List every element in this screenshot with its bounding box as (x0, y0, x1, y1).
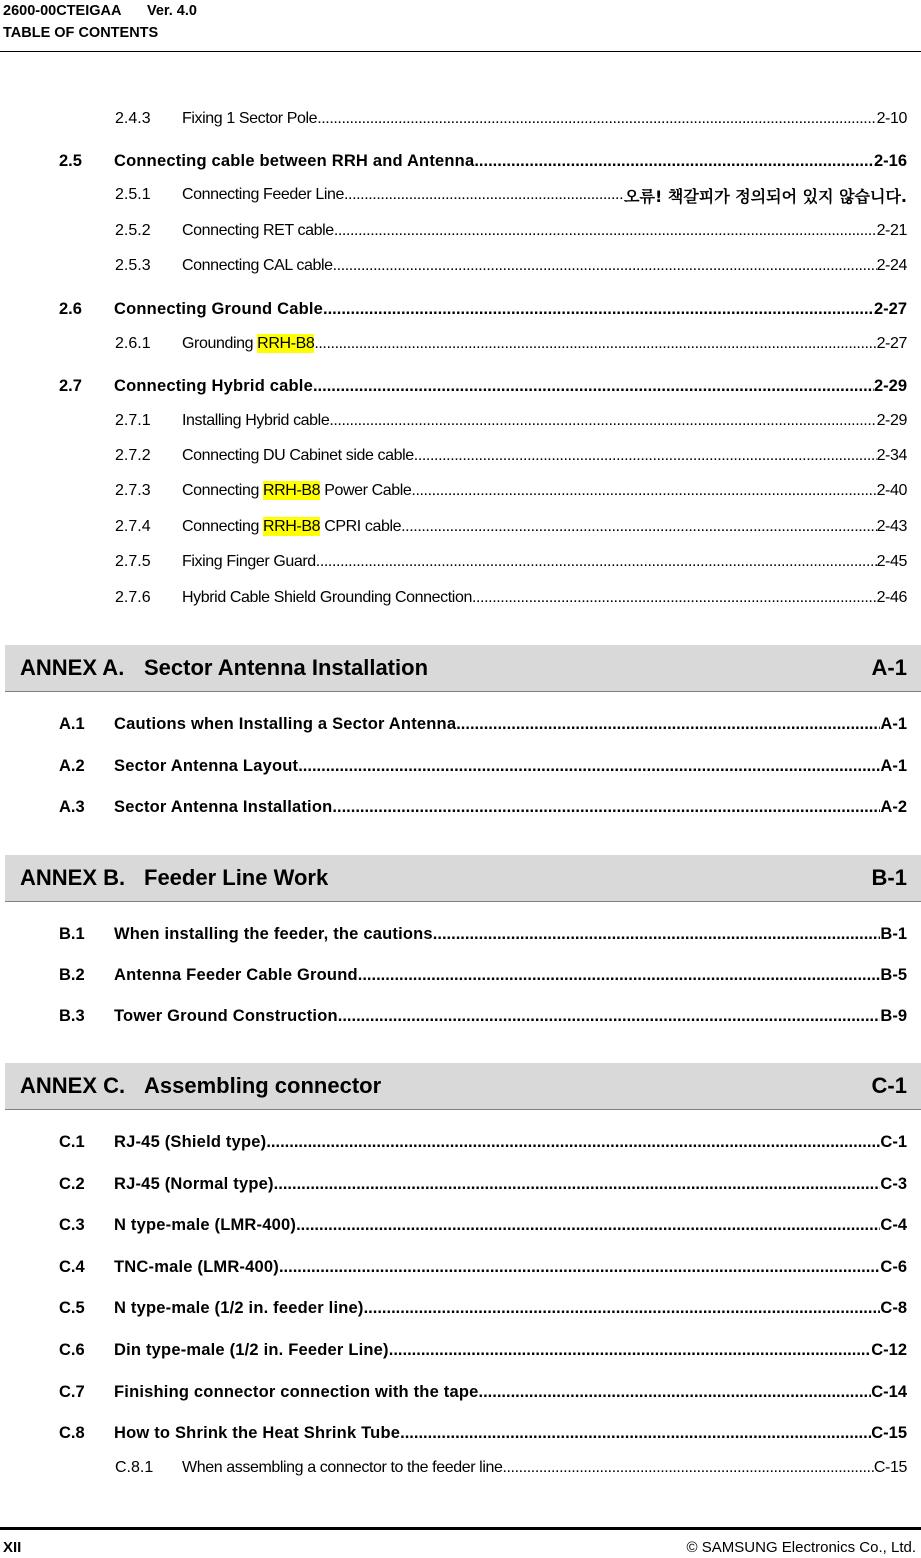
toc-number: A.2 (59, 756, 85, 775)
toc-title: Din type-male (1/2 in. Feeder Line) (114, 1340, 389, 1359)
toc-title: RJ-45 (Shield type) (114, 1132, 267, 1151)
toc-title: Fixing 1 Sector Pole (182, 110, 318, 127)
header-divider (0, 51, 921, 52)
toc-page: 2-24 (876, 257, 907, 274)
toc-leader (338, 1007, 881, 1026)
highlighted-term: RRH-B8 (263, 518, 321, 535)
toc-leader (313, 377, 874, 396)
toc-entry-2-4-3[interactable] (115, 106, 907, 132)
toc-leader (364, 1299, 881, 1318)
toc-page: 2-46 (876, 589, 907, 606)
toc-title: Hybrid Cable Shield Grounding Connection (182, 589, 472, 606)
toc-page: A-1 (880, 756, 907, 775)
annex-title: Assembling connector (144, 1073, 382, 1098)
toc-number: C.8.1 (115, 1459, 154, 1476)
annex-label: ANNEX A. (20, 655, 125, 680)
toc-page: C-1 (880, 1132, 907, 1151)
toc-title-suffix: Power Cable (320, 482, 412, 499)
toc-page: 2-29 (873, 376, 907, 395)
toc-title (182, 482, 411, 500)
toc-number: 2.5.2 (115, 222, 151, 239)
toc-title: Fixing Finger Guard (182, 553, 316, 570)
toc-number: 2.7.3 (115, 482, 151, 499)
toc-title: Cautions when Installing a Sector Antenna (114, 714, 457, 733)
toc-page: C-4 (880, 1215, 907, 1234)
toc-entry-2-5[interactable] (59, 148, 907, 174)
toc-leader (316, 553, 877, 571)
toc-page: B-9 (880, 1006, 907, 1025)
toc-page: 2-27 (873, 299, 907, 318)
toc-number: 2.6 (59, 299, 82, 318)
toc-title: When installing the feeder, the cautions (114, 924, 433, 943)
toc-page: 2-43 (876, 518, 907, 535)
toc-page: 2-45 (876, 553, 907, 570)
toc-title: TNC-male (LMR-400) (114, 1257, 279, 1276)
toc-entry-c-1[interactable] (59, 1129, 907, 1155)
toc-title (182, 518, 401, 536)
toc-page: 2-10 (876, 110, 907, 127)
toc-title: Connecting Feeder Line (182, 186, 344, 203)
toc-title: Tower Ground Construction (114, 1006, 338, 1025)
toc-title: Connecting RET cable (182, 222, 334, 239)
toc-number: 2.4.3 (115, 110, 151, 127)
toc-number: C.7 (59, 1382, 85, 1401)
page-header (3, 0, 197, 44)
toc-leader (433, 925, 881, 944)
toc-title-prefix: Grounding (182, 335, 258, 352)
document-version: Ver. 4.0 (146, 3, 197, 19)
toc-leader (400, 1424, 871, 1443)
toc-leader (298, 757, 880, 776)
toc-page: B-1 (880, 924, 907, 943)
toc-number: 2.7.1 (115, 412, 151, 429)
toc-page: A-2 (880, 797, 907, 816)
toc-title (182, 335, 314, 353)
toc-page: A-1 (880, 714, 907, 733)
toc-entry-c-7[interactable] (59, 1379, 907, 1405)
toc-page: C-6 (880, 1257, 907, 1276)
toc-leader (274, 1175, 881, 1194)
toc-entry-c-5[interactable] (59, 1295, 907, 1321)
annex-c-heading[interactable] (5, 1063, 921, 1110)
toc-number: B.3 (59, 1006, 85, 1025)
toc-number: 2.5.3 (115, 257, 151, 274)
document-code: 2600-00CTEIGAA (3, 3, 121, 19)
toc-title: Finishing connector connection with the tape (114, 1382, 479, 1401)
toc-number: C.2 (59, 1174, 85, 1193)
toc-leader (414, 447, 877, 465)
annex-page: A-1 (871, 655, 907, 680)
toc-entry-2-5-2[interactable] (115, 218, 907, 244)
toc-title: Connecting CAL cable (182, 257, 333, 274)
toc-entry-c-8[interactable] (59, 1420, 907, 1446)
toc-leader (344, 186, 624, 204)
toc-title: RJ-45 (Normal type) (114, 1174, 274, 1193)
toc-title: Connecting DU Cabinet side cable (182, 447, 414, 464)
toc-leader (474, 152, 874, 171)
toc-entry-c-3[interactable] (59, 1212, 907, 1238)
toc-entry-c-8-1[interactable] (115, 1455, 907, 1481)
toc-number: A.1 (59, 714, 85, 733)
toc-number: 2.5 (59, 151, 82, 170)
toc-title-prefix: Connecting (182, 482, 263, 499)
toc-leader (334, 222, 877, 240)
toc-number: B.1 (59, 924, 85, 943)
toc-entry-a-2[interactable] (59, 753, 907, 779)
toc-page: C-14 (871, 1382, 907, 1401)
toc-number: 2.7.2 (115, 447, 151, 464)
highlighted-term: RRH-B8 (257, 335, 315, 352)
toc-leader (502, 1459, 873, 1477)
toc-number: 2.7.6 (115, 589, 151, 606)
toc-title: When assembling a connector to the feeder line (182, 1459, 503, 1476)
toc-title: Sector Antenna Layout (114, 756, 299, 775)
toc-leader (411, 482, 876, 500)
toc-page: 2-40 (876, 482, 907, 499)
toc-page: 2-29 (876, 412, 907, 429)
toc-page: 2-34 (876, 447, 907, 464)
toc-entry-a-3[interactable] (59, 794, 907, 820)
toc-entry-b-1[interactable] (59, 921, 907, 947)
toc-entry-c-4[interactable] (59, 1254, 907, 1280)
toc-title: Connecting cable between RRH and Antenna (114, 151, 475, 170)
toc-page: C-15 (873, 1459, 907, 1476)
toc-leader (333, 257, 877, 275)
toc-entry-2-7-3[interactable] (115, 478, 907, 504)
toc-entry-2-6[interactable] (59, 296, 907, 322)
annex-page: B-1 (871, 865, 907, 890)
annex-label: ANNEX C. (20, 1073, 126, 1098)
toc-number: C.6 (59, 1340, 85, 1359)
footer-page-number: XII (3, 1539, 22, 1556)
toc-entry-a-1[interactable] (59, 711, 907, 737)
annex-title: Feeder Line Work (144, 865, 329, 890)
toc-title: Antenna Feeder Cable Ground (114, 965, 358, 984)
annex-a-heading[interactable] (5, 645, 921, 692)
header-section-title: TABLE OF CONTENTS (3, 25, 159, 41)
toc-page: C-15 (871, 1423, 907, 1442)
toc-number: C.1 (59, 1132, 85, 1151)
toc-page: 2-27 (876, 335, 907, 352)
toc-page: C-12 (871, 1340, 907, 1359)
toc-leader (323, 300, 874, 319)
toc-entry-2-5-3[interactable] (115, 253, 907, 279)
toc-title: Connecting Hybrid cable (114, 376, 313, 395)
toc-leader (279, 1258, 880, 1277)
toc-page: 2-16 (873, 151, 907, 170)
toc-title: N type-male (LMR-400) (114, 1215, 297, 1234)
toc-leader (329, 412, 876, 430)
toc-entry-c-6[interactable] (59, 1337, 907, 1363)
toc-title-prefix: Connecting (182, 518, 263, 535)
toc-leader (456, 715, 880, 734)
toc-number: C.3 (59, 1215, 85, 1234)
toc-entry-c-2[interactable] (59, 1171, 907, 1197)
annex-page: C-1 (871, 1073, 907, 1098)
toc-title: Sector Antenna Installation (114, 797, 333, 816)
annex-b-heading[interactable] (5, 855, 921, 902)
annex-label: ANNEX B. (20, 865, 126, 890)
toc-leader (317, 110, 876, 128)
toc-number: 2.7.5 (115, 553, 151, 570)
toc-entry-2-7-6[interactable] (115, 585, 907, 611)
toc-page-bookmark-error: 오류! 책갈피가 정의되어 있지 않습니다. (624, 186, 907, 206)
toc-page: C-8 (880, 1298, 907, 1317)
toc-page: C-3 (880, 1174, 907, 1193)
toc-leader (314, 335, 876, 353)
toc-title: N type-male (1/2 in. feeder line) (114, 1298, 364, 1317)
toc-leader (332, 798, 880, 817)
footer-copyright: © SAMSUNG Electronics Co., Ltd. (686, 1539, 916, 1556)
toc-entry-2-7-4[interactable] (115, 514, 907, 540)
toc-title-suffix: CPRI cable (320, 518, 402, 535)
toc-page: B-5 (880, 965, 907, 984)
toc-title: Connecting Ground Cable (114, 299, 324, 318)
footer-divider (0, 1527, 921, 1530)
toc-entry-2-7-2[interactable] (115, 443, 907, 469)
toc-entry-2-7-1[interactable] (115, 408, 907, 434)
toc-entry-2-5-1[interactable] (115, 182, 907, 208)
toc-leader (478, 1383, 871, 1402)
toc-page: 2-21 (876, 222, 907, 239)
toc-number: C.4 (59, 1257, 85, 1276)
toc-leader (389, 1341, 872, 1360)
toc-leader (266, 1133, 880, 1152)
toc-number: 2.5.1 (115, 186, 151, 203)
toc-entry-b-2[interactable] (59, 962, 907, 988)
toc-title: How to Shrink the Heat Shrink Tube (114, 1423, 401, 1442)
annex-title: Sector Antenna Installation (144, 655, 429, 680)
toc-number: A.3 (59, 797, 85, 816)
toc-number: 2.6.1 (115, 335, 151, 352)
toc-number: C.5 (59, 1298, 85, 1317)
toc-entry-b-3[interactable] (59, 1003, 907, 1029)
highlighted-term: RRH-B8 (263, 482, 321, 499)
toc-title: Installing Hybrid cable (182, 412, 330, 429)
toc-leader (401, 518, 876, 536)
toc-number: B.2 (59, 965, 85, 984)
toc-entry-2-7-5[interactable] (115, 549, 907, 575)
toc-number: 2.7 (59, 376, 82, 395)
toc-leader (296, 1216, 880, 1235)
toc-leader (358, 966, 881, 985)
toc-entry-2-6-1[interactable] (115, 331, 907, 357)
toc-number: 2.7.4 (115, 518, 151, 535)
toc-entry-2-7[interactable] (59, 373, 907, 399)
toc-leader (472, 589, 877, 607)
toc-number: C.8 (59, 1423, 85, 1442)
